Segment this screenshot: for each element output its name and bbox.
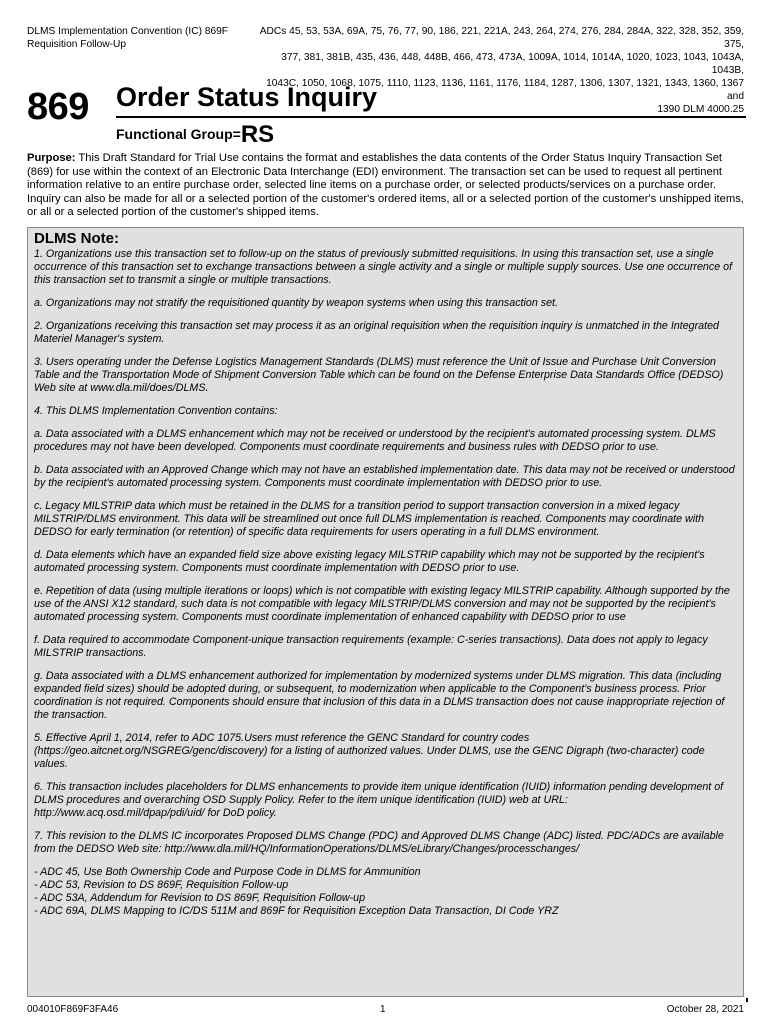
note-paragraph: f. Data required to accommodate Component-unique transaction requirements (example: C-series transactions). Data does not apply to legacy MILSTRIP transactions.	[34, 634, 708, 659]
note-paragraph: g. Data associated with a DLMS enhancement authorized for implementation by modernized systems under DLMS migration. This data (including expanded field sizes) should be adopted during, or subsequent, to modernization when applicable to the Component’s business process. Prior coordination is not required. Components should ensure that inclusion of this data in a DLMS transaction does not cause inappropriate rejection of the transaction.	[34, 670, 725, 721]
adc-list-item: - ADC 53, Revision to DS 869F, Requisition Follow-up	[34, 879, 289, 891]
dlms-note-title: DLMS Note:	[34, 230, 119, 247]
note-paragraph: e. Repetition of data (using multiple iterations or loops) which is not compatible with existing legacy MILSTRIP capability. Although supported by the use of the ANSI X12 standard, such data is not compatible with legacy MILSTRIP/DLMS conversion and may not be supported by the recipient's automated processing system. Components must coordinate implementation of enhanced capability with DEDSO prior to use	[34, 585, 730, 623]
purpose-label: Purpose:	[27, 152, 76, 164]
form-number: 869	[27, 86, 89, 128]
dlms-note-box	[27, 227, 744, 997]
footer-tick	[746, 998, 748, 1002]
note-paragraph: a. Data associated with a DLMS enhancement which may not be received or understood by the recipient's automated processing system. DLMS procedures may not have been developed. Components must coordinate requirements and business rules with DEDSO prior to use.	[34, 428, 716, 453]
adc-list-item: - ADC 45, Use Both Ownership Code and Purpose Code in DLMS for Ammunition	[34, 866, 421, 878]
footer-doc-id: 004010F869F3FA46	[27, 1004, 119, 1015]
note-paragraph: c. Legacy MILSTRIP data which must be retained in the DLMS for a transition period to support transaction conversion in a mixed legacy MILSTRIP/DLMS environment. This data will be streamlined out once full DLMS implementation is reached. Components may coordinate with DEDSO for early termination (or retention) of specific data requirements for users operating in a full DLMS environment.	[34, 500, 705, 538]
header-left	[27, 25, 247, 51]
header-ic-title: DLMS Implementation Convention (IC) 869F	[27, 26, 229, 37]
note-paragraph: 1. Organizations use this transaction set to follow-up on the status of previously submitted requisitions. In using this transaction set, use a single occurrence of this transaction set to exchange transactions between a single activity and a single or multiple supply sources. Use one occurrence of this transaction set to transmit a single or multiple transactions.	[34, 248, 733, 286]
note-paragraph: b. Data associated with an Approved Change which may not have an established implementation date. This data may not be received or understood by the recipient's automated processing system. Components must coordinate implementation with DEDSO prior to use.	[34, 464, 735, 489]
title-divider	[116, 116, 746, 118]
header-adc-line-4: 1390 DLM 4000.25	[657, 104, 744, 115]
note-paragraph: 6. This transaction includes placeholders for DLMS enhancements to provide item unique identification (IUID) information pending development of DLMS procedures and overarching OSD Supply Policy. Refer to the item unique identification (IUID) web at URL: http://www.acq.osd.mil/dpap/pdi/uid/ for DoD policy.	[34, 781, 724, 819]
page-title: Order Status Inquiry	[116, 82, 378, 112]
note-paragraph: 5. Effective April 1, 2014, refer to ADC 1075.Users must reference the GENC Standard for country codes (https://geo.aitcnet.org/NSGREG/genc/discovery) for a listing of authorized values. Under DLMS, use the GENC Digraph (two-character) code values.	[34, 732, 705, 770]
functional-group	[116, 121, 274, 149]
functional-group-label: Functional Group=	[116, 126, 241, 142]
header-adc-line-3: 1043C, 1050, 1068, 1075, 1110, 1123, 1136, 1161, 1176, 1184, 1287, 1306, 1307, 1321, 1343, 1360, 1367 and	[266, 78, 744, 102]
note-paragraph: 4. This DLMS Implementation Convention contains:	[34, 405, 278, 417]
note-paragraph: 3. Users operating under the Defense Logistics Management Standards (DLMS) must reference the Unit of Issue and Purchase Unit Conversion Table and the Transportation Mode of Shipment Conversion Table which can be found on the Defense Enterprise Data Standards Office (DEDSO) Web site at www.dla.mil/does/DLMS.	[34, 356, 724, 394]
adc-list-item: - ADC 53A, Addendum for Revision to DS 869F, Requisition Follow-up	[34, 892, 366, 904]
header-adc-line-2: 377, 381, 381B, 435, 436, 448, 448B, 466, 473, 473A, 1009A, 1014, 1014A, 1020, 1023, 1043, 1043A, 1043B,	[281, 52, 744, 76]
footer-date: October 28, 2021	[666, 1004, 744, 1015]
functional-group-code: RS	[240, 121, 275, 148]
note-paragraph: 7. This revision to the DLMS IC incorporates Proposed DLMS Change (PDC) and Approved DLMS Change (ADC) listed. PDC/ADCs are available from the DEDSO Web site: http://www.dla.mil/HQ/InformationOperations/DLMS/eLibrary/Changes/processchanges/	[34, 830, 724, 855]
note-paragraph: a. Organizations may not stratify the requisitioned quantity by weapon systems when using this transaction set.	[34, 297, 558, 309]
header-ic-subtitle: Requisition Follow-Up	[27, 39, 127, 50]
header-adc-line-1: ADCs 45, 53, 53A, 69A, 75, 76, 77, 90, 186, 221, 221A, 243, 264, 274, 276, 284, 284A, 322, 328, 352, 359, 375,	[259, 26, 744, 50]
note-paragraph: d. Data elements which have an expanded field size above existing legacy MILSTRIP capability which may not be supported by the recipient's automated processing system. Components must coordinate implementation with DEDSO prior to use.	[34, 549, 705, 574]
adc-list-item: - ADC 69A, DLMS Mapping to IC/DS 511M and 869F for Requisition Exception Data Transaction, DI Code YRZ	[34, 905, 559, 917]
purpose-text: This Draft Standard for Trial Use contains the format and establishes the data contents of the Order Status Inquiry Transaction Set (869) for use within the context of an Electronic Data Interchange (EDI) environment. The transaction set can be used to request all pertinent information relative to an entire purchase order, selected line items on a purchase order, or selected products/services on a purchase order. Inquiry can also be made for all or a selected portion of the customer's ordered items, all or a selected portion of the customer's unshipped items, or all or a selected portion of the customer's shipped items.	[27, 152, 744, 219]
purpose-paragraph	[27, 152, 747, 220]
note-paragraph: 2. Organizations receiving this transaction set may process it as an original requisition when the requisition inquiry is unmatched in the Integrated Materiel Manager's system.	[34, 320, 719, 345]
footer-page-number: 1	[380, 1004, 386, 1015]
